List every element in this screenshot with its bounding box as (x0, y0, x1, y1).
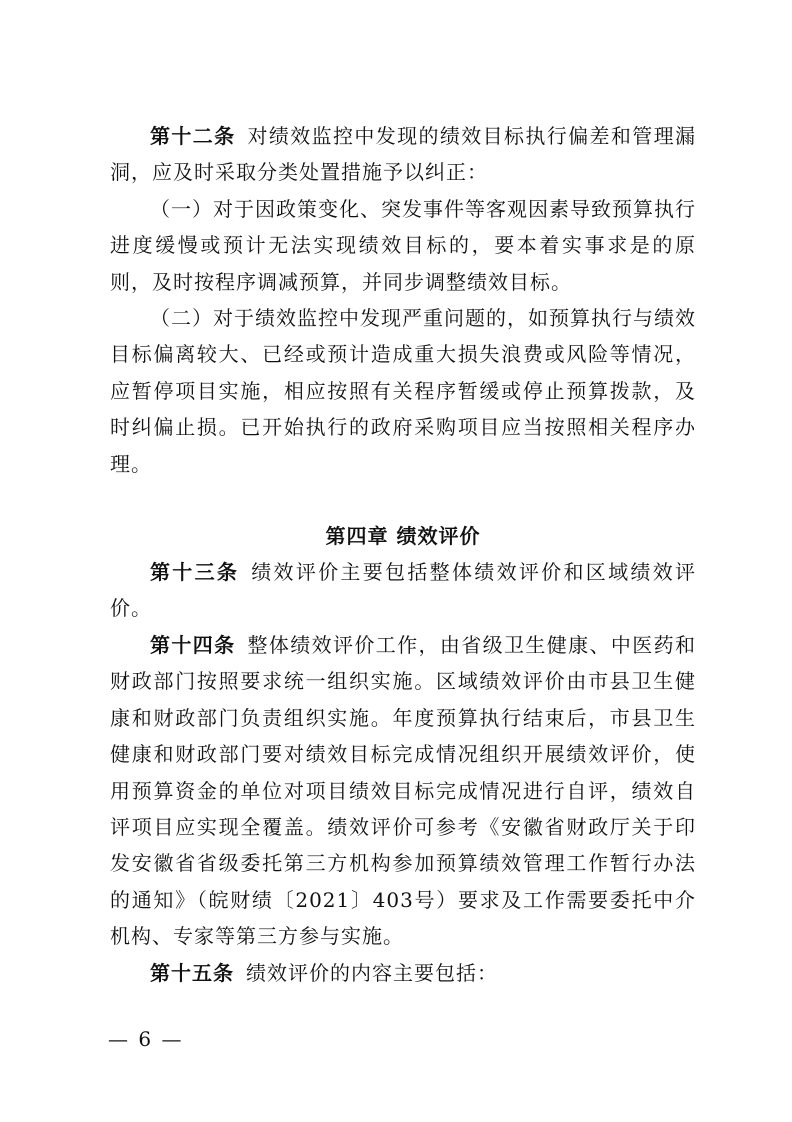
chapter-4-heading: 第四章 绩效评价 (325, 524, 481, 549)
article-12-text: 对绩效监控中发现的绩效目标执行偏差和管理漏洞，应及时采取分类处置措施予以纠正： (110, 124, 696, 185)
article-12 (110, 118, 696, 191)
article-12-label: 第十二条 (150, 124, 236, 148)
article-15-text: 绩效评价的内容主要包括： (246, 960, 498, 985)
article-14 (110, 627, 696, 955)
document-body (110, 118, 696, 991)
page-number: — 6 — (108, 1027, 184, 1051)
article-14-label: 第十四条 (150, 632, 236, 657)
article-15 (110, 955, 696, 991)
article-14-text: 整体绩效评价工作，由省级卫生健康、中医药和财政部门按照要求统一组织实施。区域绩效评价由市县卫生健康和财政部门负责组织实施。年度预算执行结束后，市县卫生健康和财政部门要对绩效目标完成情况组织开展绩效评价，使用预算资金的单位对项目绩效目标完成情况进行自评，绩效自评项目应实现全覆盖。绩效评价可参考《安徽省财政厅关于印发安徽省省级委托第三方机构参加预算绩效管理工作暂行办法的通知》（皖财绩〔2021〕403号）要求及工作需要委托中介机构、专家等第三方参与实施。 (110, 632, 696, 949)
article-13-label: 第十三条 (150, 560, 240, 585)
article-13-text: 绩效评价主要包括整体绩效评价和区域绩效评价。 (110, 560, 697, 621)
article-13 (110, 554, 696, 627)
article-12-item-1: （一）对于因政策变化、突发事件等客观因素导致预算执行进度缓慢或预计无法实现绩效目标的，要本着实事求是的原则，及时按程序调减预算，并同步调整绩效目标。 (110, 196, 696, 294)
article-12-item-2: （二）对于绩效监控中发现严重问题的，如预算执行与绩效目标偏离较大、已经或预计造成重大损失浪费或风险等情况，应暂停项目实施，相应按照有关程序暂缓或停止预算拨款，及时纠偏止损。已开始执行的政府采购项目应当按照相关程序办理。 (110, 306, 696, 476)
article-15-label: 第十五条 (150, 960, 234, 985)
